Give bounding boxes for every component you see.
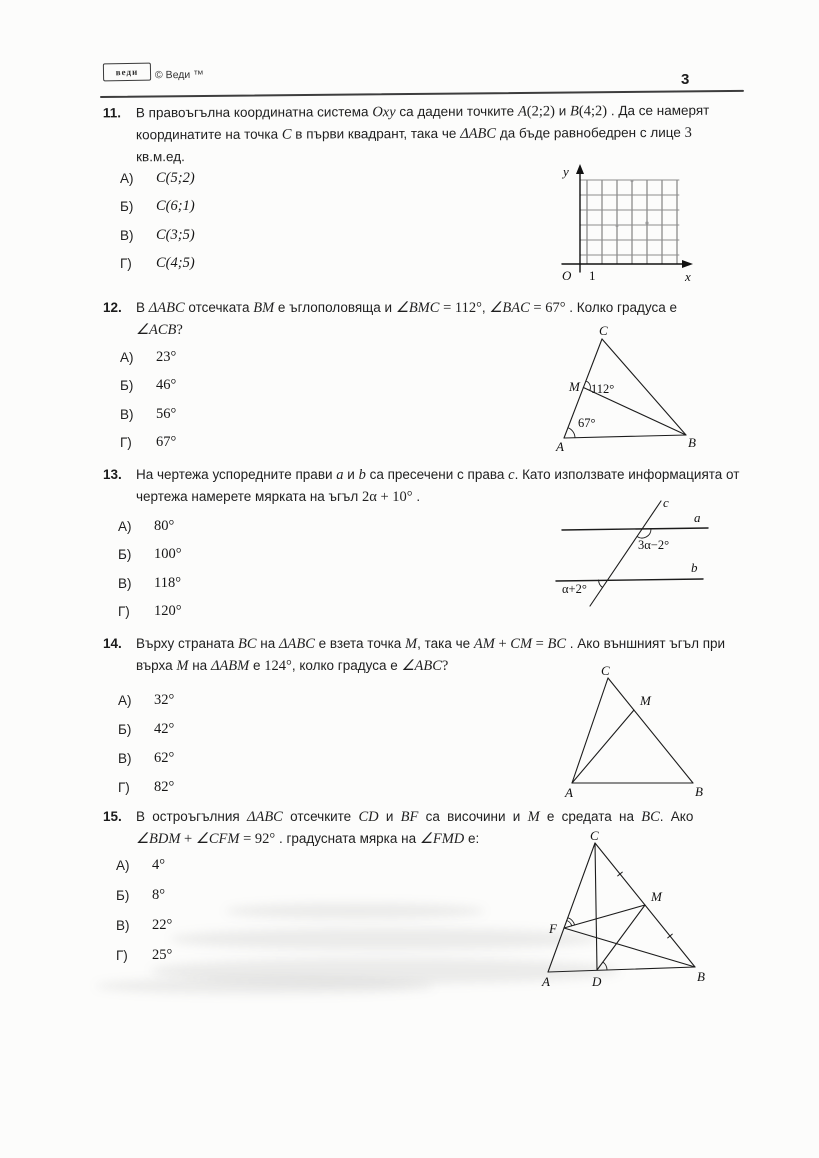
question-14-options [118,686,174,802]
option-b: Б) 42° [118,721,175,737]
question-text: В правоъгълна координатна система Oxy са дадени точките A(2;2) и B(4;2) . Да се намерят координатите на точка C в първи квадрант, така че ΔABC да бъде равнобедрен с лице 3 кв.м.ед. [135,102,710,165]
point-m-label: M [640,693,651,708]
vertex-a-label: A [565,785,573,800]
question-number: 15. [103,809,122,824]
angle-bmc-value: 112° [591,382,615,396]
line-a-label: a [694,510,701,525]
option-b: Б) C(6;1) [120,198,195,215]
option-v: В) 118° [118,574,182,591]
y-axis-label: y [563,164,569,179]
question-12-options [120,343,176,457]
point-m-label: M [569,379,580,394]
question-number: 11. [102,105,121,121]
publisher-logo: веди [103,63,151,82]
option-v: В) 22° [116,916,173,933]
option-g: Г) 67° [120,434,177,451]
option-a: А) 4° [116,856,166,873]
scan-smudge [170,928,600,950]
vertex-a-label: A [542,974,550,989]
point-f-label: F [549,921,557,936]
vertex-c-label: C [599,323,608,338]
page-number: 3 [681,71,690,88]
angle-bac-value: 67° [578,416,596,430]
x-axis-label: x [685,269,691,284]
vertex-b-label: B [688,435,696,450]
question-15-options [116,850,172,970]
scan-smudge [95,978,435,994]
question-number: 14. [103,636,122,651]
question-text: В ΔABC отсечката BM е ъглополовяща и ∠BMC = 112°, ∠BAC = 67° . Колко градуса е ∠ACB? [136,300,677,338]
q12-triangle-diagram [552,324,712,456]
question-text: Върху страната BC на ΔABC е взета точка M, така че AM + CM = BC . Ако външният ъгъл при върха M на ΔABM е 124°, колко градуса е ∠ABC? [136,636,726,674]
angle-3a-2-label: 3α−2° [638,538,670,552]
option-b: Б) 100° [118,546,182,563]
option-a: А) 80° [118,517,175,534]
vertex-b-label: B [695,784,703,799]
option-g: Г) 120° [118,603,182,620]
option-a: А) C(5;2) [120,169,195,186]
option-g: Г) 25° [116,946,173,963]
option-v: В) C(3;5) [120,226,195,243]
header-divider [100,90,744,98]
option-g: Г) C(4;5) [120,255,195,272]
question-text: На чертежа успоредните прави a и b са пресечени с права c. Като използвате информацията от чертежа намерете мярката на ъгъл 2α + 10° . [136,467,740,505]
vertex-c-label: C [590,828,599,843]
option-a: А) 23° [120,348,177,365]
question-11 [103,100,751,169]
angle-a-2-label: α+2° [562,582,587,596]
option-v: В) 56° [120,405,177,422]
publisher-trademark: © Веди ™ [154,68,204,82]
question-number: 13. [103,467,122,482]
q14-triangle-diagram [556,664,706,800]
origin-label: O [562,268,572,283]
vertex-b-label: B [697,969,705,984]
point-m-label: M [651,889,662,904]
option-v: В) 62° [118,750,175,766]
point-d-label: D [592,974,602,989]
question-13-options [118,512,182,626]
option-b: Б) 46° [120,377,177,394]
option-a: А) 32° [118,692,175,708]
vertex-c-label: C [601,663,610,678]
vertex-a-label: A [556,439,564,454]
option-g: Г) 82° [118,779,175,795]
scan-smudge [225,903,485,919]
option-b: Б) 8° [116,886,166,903]
q11-coordinate-grid-diagram [550,160,705,290]
line-b-label: b [691,560,698,575]
question-11-options [120,164,195,278]
q13-parallel-lines-diagram [550,492,735,614]
line-c-label: c [663,495,669,510]
unit-tick-label: 1 [589,268,596,283]
question-number: 12. [103,300,122,315]
question-text: В остроъгълния ΔABC отсечките CD и BF са височини и M е средата на BC. Ако ∠BDM + ∠CFM = 92° . градусната мярка на ∠FMD е: [136,809,694,847]
